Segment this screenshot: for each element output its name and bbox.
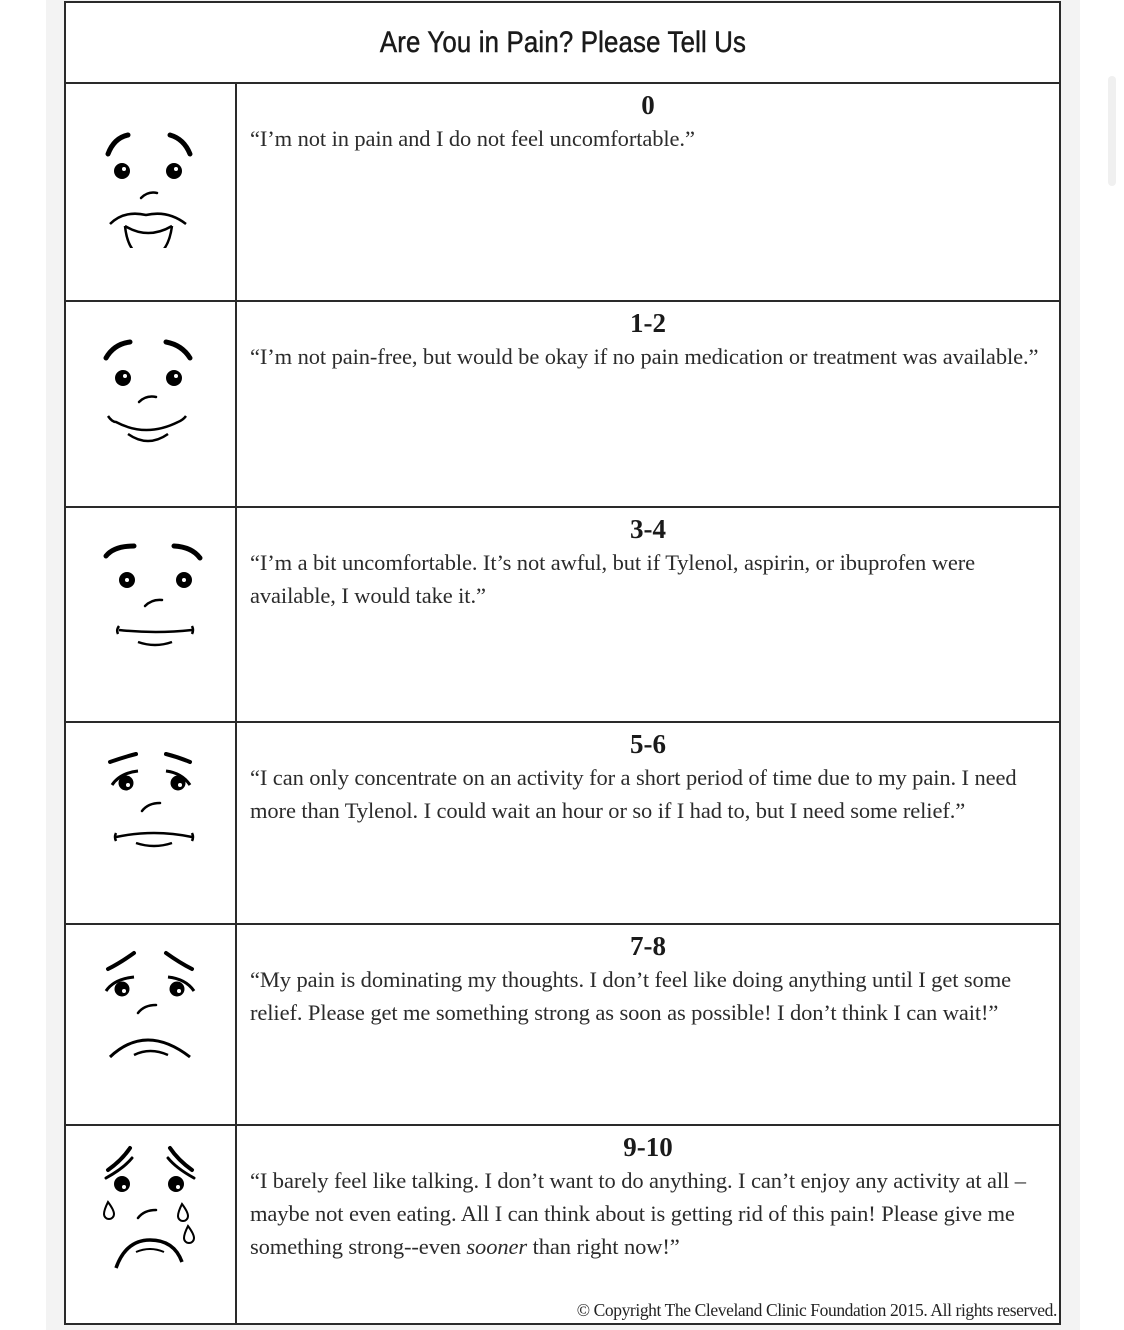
pain-row-7-8 xyxy=(66,925,1059,1126)
description-cell xyxy=(237,84,1059,300)
face-cell xyxy=(66,925,237,1124)
face-cell xyxy=(66,508,237,721)
pain-row-3-4 xyxy=(66,508,1059,723)
pain-level-label: 9-10 xyxy=(623,1132,673,1162)
very-happy-face-icon xyxy=(86,98,216,248)
emphasis-text: sooner xyxy=(466,1234,528,1259)
face-cell xyxy=(66,1126,237,1325)
pain-level-label: 5-6 xyxy=(630,729,666,759)
pain-description: “My pain is dominating my thoughts. I don’t feel like doing anything until I get some relief. Please get me something strong as soon as possible! I don’t think I can wait!” xyxy=(250,967,1011,1025)
description-text: “I barely feel like talking. I don’t want to do anything. I can’t enjoy any activity at all – maybe not even eating. All I can think about is getting rid of this pain! Please give me something strong--even xyxy=(250,1168,1026,1259)
description-cell xyxy=(237,723,1059,923)
pain-description: “I can only concentrate on an activity for a short period of time due to my pain. I need more than Tylenol. I could wait an hour or so if I had to, but I need some relief.” xyxy=(250,765,1017,823)
description-cell xyxy=(237,925,1059,1124)
pain-row-1-2 xyxy=(66,302,1059,508)
face-cell xyxy=(66,84,237,300)
slight-smile-face-icon xyxy=(86,522,216,672)
pain-level-label: 1-2 xyxy=(630,308,666,338)
pain-description xyxy=(250,1164,1047,1263)
description-text-end: than right now!” xyxy=(527,1234,680,1259)
face-cell xyxy=(66,723,237,923)
left-margin xyxy=(0,0,46,1330)
scrollbar[interactable] xyxy=(1108,76,1116,186)
description-cell xyxy=(237,302,1059,506)
description-cell xyxy=(237,508,1059,721)
pain-row-0 xyxy=(66,84,1059,302)
pain-row-5-6 xyxy=(66,723,1059,925)
pain-level-label: 7-8 xyxy=(630,931,666,961)
frowning-face-icon xyxy=(86,939,216,1089)
pain-level-label: 3-4 xyxy=(630,514,666,544)
copyright-notice: © Copyright The Cleveland Clinic Foundation 2015. All rights reserved. xyxy=(576,1300,1057,1320)
face-cell xyxy=(66,302,237,506)
crying-face-icon xyxy=(86,1140,216,1290)
worried-face-icon xyxy=(86,737,216,887)
pain-description: “I’m a bit uncomfortable. It’s not awful, but if Tylenol, aspirin, or ibuprofen were available, I would take it.” xyxy=(250,550,976,608)
pain-scale-table xyxy=(64,1,1061,1325)
pain-row-9-10 xyxy=(66,1126,1059,1325)
smiling-face-icon xyxy=(86,316,216,466)
description-cell xyxy=(237,1126,1059,1325)
title-row xyxy=(66,3,1059,84)
pain-description: “I’m not in pain and I do not feel uncomfortable.” xyxy=(250,126,695,151)
pain-description: “I’m not pain-free, but would be okay if no pain medication or treatment was available.” xyxy=(250,344,1039,369)
page-title: Are You in Pain? Please Tell Us xyxy=(379,25,746,59)
pain-level-label: 0 xyxy=(641,90,655,120)
